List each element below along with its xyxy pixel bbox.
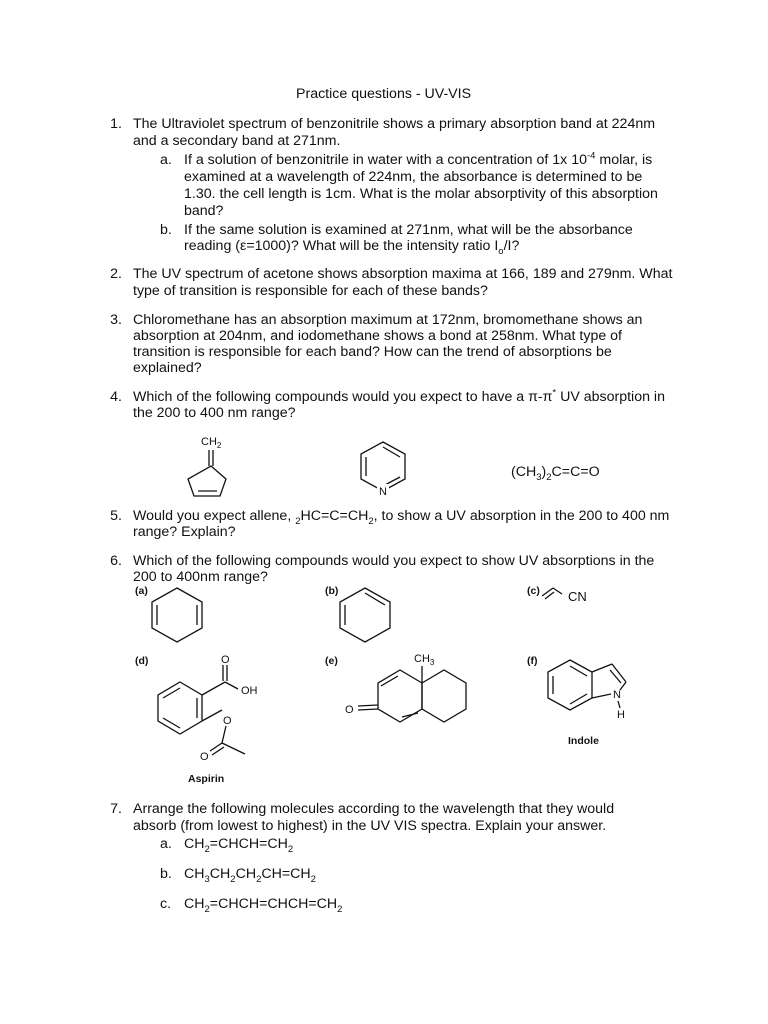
indole-name: Indole xyxy=(568,735,599,747)
subquestion-label: a. xyxy=(160,152,172,168)
label-f: (f) xyxy=(527,655,538,667)
ketone-o-label: O xyxy=(345,704,354,716)
pyridine-structure xyxy=(352,438,416,500)
question-number: 4. xyxy=(110,389,122,405)
question-text: Which of the following compounds would you expect to show UV absorptions in the xyxy=(133,553,655,569)
structures-figure xyxy=(130,580,630,790)
option-label: b. xyxy=(160,866,172,882)
question-text: The UV spectrum of acetone shows absorption maxima at 166, 189 and 279nm. What xyxy=(133,266,673,282)
ketene-formula: $(CH_3)_2C=C=O$ xyxy=(511,464,600,483)
nitrogen-label: N xyxy=(379,486,387,498)
question-text: transition is responsible for each band? How can the trend of absorptions be xyxy=(133,344,612,360)
question-text: Would you expect allene, $_2HC=C=CH_2$, to show a UV absorption in the 200 to 400 nm xyxy=(133,508,670,527)
indole-n-label: N xyxy=(613,689,621,701)
subquestion-text: If a solution of benzonitrile in water with a concentration of 1x $10^{-4}$ molar, is xyxy=(184,150,653,168)
subquestion-text: If the same solution is examined at 271nm, what will be the absorbance xyxy=(184,222,633,238)
page-title: Practice questions - UV-VIS xyxy=(296,86,472,102)
question-text: explained? xyxy=(133,360,202,376)
question-number: 5. xyxy=(110,508,122,524)
question-text: range? Explain? xyxy=(133,524,236,540)
option-formula: $CH_2=CHCH=CHCH=CH_2$ xyxy=(184,896,343,915)
aspirin-carbonyl-o: O xyxy=(221,654,230,666)
option-formula: $CH_3CH_2CH_2CH=CH_2$ xyxy=(184,866,316,885)
indole-h-label: H xyxy=(617,709,625,721)
ch2-label: $CH_2$ xyxy=(201,436,222,450)
option-formula: $CH_2=CHCH=CH_2$ xyxy=(184,836,294,855)
subquestion-text: examined at a wavelength of 224nm, the absorbance is determined to be xyxy=(184,169,643,185)
question-text: and a secondary band at 271nm. xyxy=(133,133,341,149)
question-number: 7. xyxy=(110,801,122,817)
aspirin-ester-o: O xyxy=(223,715,232,727)
question-text: Arrange the following molecules according to the wavelength that they would xyxy=(133,801,615,817)
question-text: Which of the following compounds would you expect to have a π-π* UV absorption in xyxy=(133,387,665,405)
subquestion-text: 1.30. the cell length is 1cm. What is the molar absorptivity of this absorption xyxy=(184,186,658,202)
aspirin-structure xyxy=(158,654,258,785)
aspirin-name: Aspirin xyxy=(188,773,225,785)
question-number: 6. xyxy=(110,553,122,569)
question-number: 2. xyxy=(110,266,122,282)
question-number: 3. xyxy=(110,312,122,328)
question-number: 1. xyxy=(110,116,122,132)
label-d: (d) xyxy=(135,655,149,667)
question-text: type of transition is responsible for each of these bands? xyxy=(133,283,488,299)
question-text: Chloromethane has an absorption maximum at 172nm, bromomethane shows an xyxy=(133,312,643,328)
aspirin-oh-label: OH xyxy=(241,685,258,697)
question-text: 200 to 400nm range? xyxy=(133,569,268,585)
indole-structure xyxy=(548,660,626,747)
acrylonitrile-structure xyxy=(542,588,587,604)
cn-group-label: CN xyxy=(568,589,587,604)
subquestion-text: band? xyxy=(184,203,224,219)
label-b: (b) xyxy=(325,585,339,597)
label-e: (e) xyxy=(325,655,338,667)
subquestion-label: b. xyxy=(160,222,172,238)
subquestion-text: reading (ε=1000)? What will be the intensity ratio $I_o/I$? xyxy=(184,238,520,257)
methyl-label: $CH_3$ xyxy=(414,653,435,667)
cyclohexadiene-structure xyxy=(340,588,390,642)
bicyclic-enone-structure xyxy=(345,653,466,722)
option-label: c. xyxy=(160,896,172,912)
label-a: (a) xyxy=(135,585,148,597)
question-text: The Ultraviolet spectrum of benzonitrile shows a primary absorption band at 224nm xyxy=(133,116,656,132)
methylenecyclopentene-structure xyxy=(170,430,250,505)
option-label: a. xyxy=(160,836,172,852)
question-text: absorption at 204nm, and iodomethane shows a bond at 258nm. What type of xyxy=(133,328,622,344)
aspirin-acetyl-o: O xyxy=(200,751,209,763)
label-c: (c) xyxy=(527,585,540,597)
question-text: the 200 to 400 nm range? xyxy=(133,405,296,421)
question-text: absorb (from lowest to highest) in the UV VIS spectra. Explain your answer. xyxy=(133,818,607,834)
cyclohexadiene-13-structure xyxy=(152,588,202,642)
